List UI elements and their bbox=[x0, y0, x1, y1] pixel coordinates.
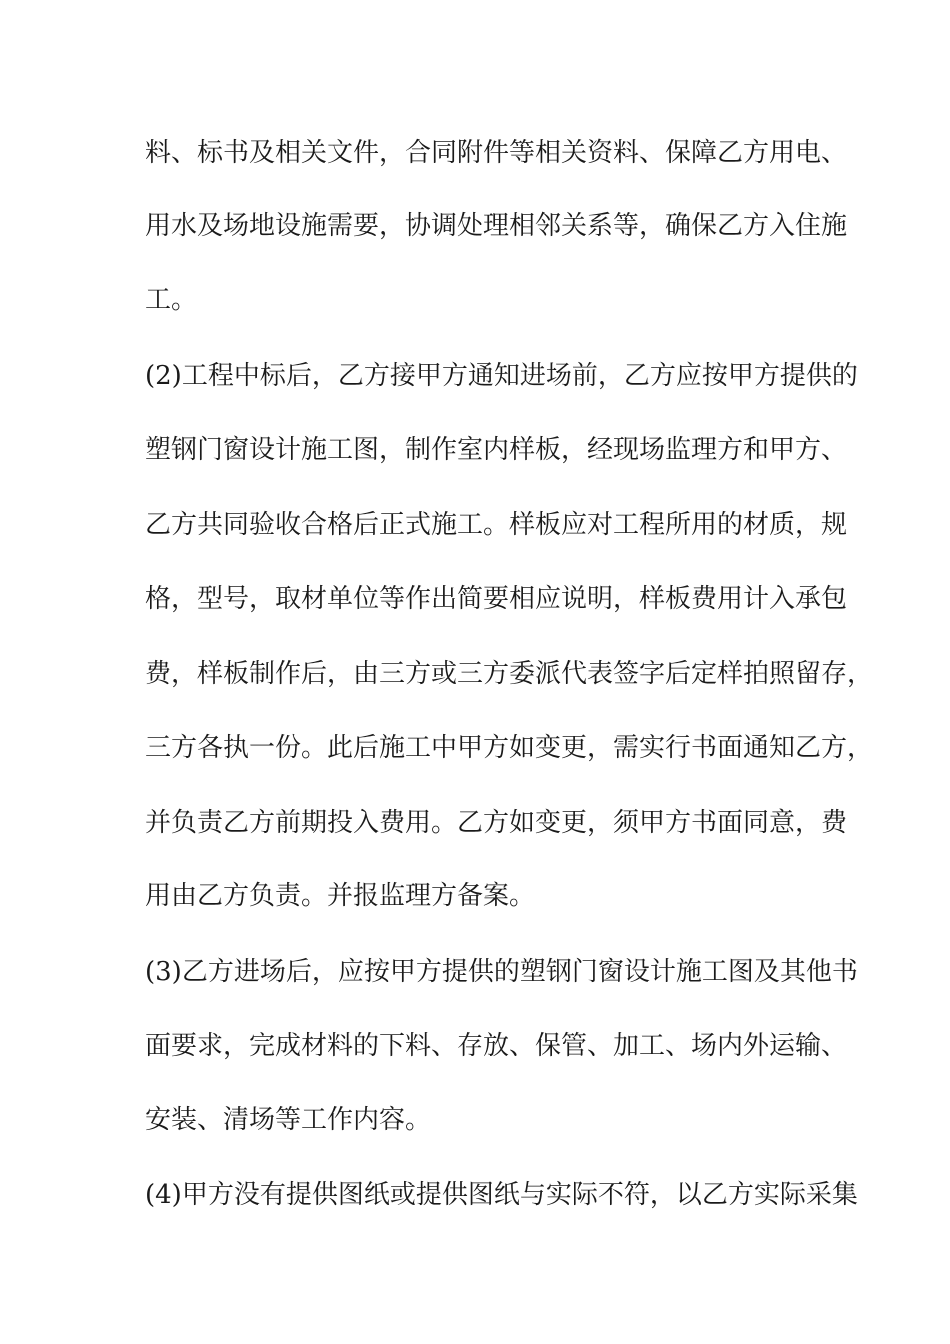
text-line: 塑钢门窗设计施工图，制作室内样板，经现场监理方和甲方、 bbox=[145, 435, 848, 465]
text-line: 面要求，完成材料的下料、存放、保管、加工、场内外运输、 bbox=[145, 1031, 848, 1061]
text-line: 费，样板制作后，由三方或三方委派代表签字后定样拍照留存， bbox=[145, 659, 874, 689]
text-line: 格，型号，取材单位等作出简要相应说明，样板费用计入承包 bbox=[145, 584, 848, 614]
text-line: (2)工程中标后，乙方接甲方通知进场前，乙方应按甲方提供的 bbox=[145, 361, 858, 391]
text-line: 用由乙方负责。并报监理方备案。 bbox=[145, 881, 536, 911]
text-line: (3)乙方进场后，应按甲方提供的塑钢门窗设计施工图及其他书 bbox=[145, 957, 858, 987]
text-line: 三方各执一份。此后施工中甲方如变更，需实行书面通知乙方， bbox=[145, 733, 874, 763]
text-line: 工。 bbox=[145, 285, 198, 315]
text-line: 安装、清场等工作内容。 bbox=[145, 1105, 432, 1135]
text-line: 并负责乙方前期投入费用。乙方如变更，须甲方书面同意，费 bbox=[145, 808, 848, 838]
text-line: (4)甲方没有提供图纸或提供图纸与实际不符，以乙方实际采集 bbox=[145, 1180, 858, 1210]
text-line: 料、标书及相关文件，合同附件等相关资料、保障乙方用电、 bbox=[145, 138, 848, 168]
text-line: 乙方共同验收合格后正式施工。样板应对工程所用的材质，规 bbox=[145, 510, 848, 540]
text-line: 用水及场地设施需要，协调处理相邻关系等，确保乙方入住施 bbox=[145, 211, 848, 241]
